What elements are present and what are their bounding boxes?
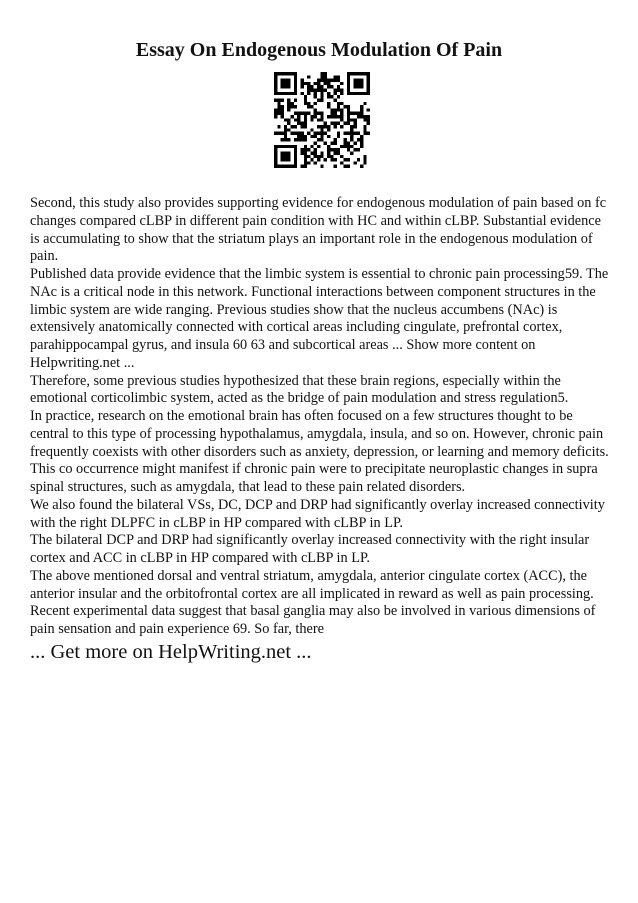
paragraph: Therefore, some previous studies hypothesized that these brain regions, especially within the emotional corticolimbic system, acted as the bridge of pain modulation and stress regulation5. <box>30 372 569 407</box>
paragraph: The above mentioned dorsal and ventral striatum, amygdala, anterior cingulate cortex (ACC), the anterior insular and the orbitofrontal cortex are all implicated in reward as well as pain processing. Recent experimental data suggest that basal ganglia may also be involved in various dimensions of pain sensation and pain experience 69. So far, there <box>30 567 596 637</box>
paragraph: In practice, research on the emotional brain has often focused on a few structures thought to be central to this type of processing hypothalamus, amygdala, insula, and so on. However, chronic pain frequently coexists with other disorders such as anxiety, depression, or learning and memory deficits. This co occurrence might manifest if chronic pain were to precipitate neuroplastic changes in supra spinal structures, such as amygdala, that lead to these pain related disorders. <box>30 408 609 495</box>
paragraph: We also found the bilateral VSs, DC, DCP and DRP had significantly overlay increased connectivity with the right DLPFC in cLBP in HP compared with cLBP in LP. <box>30 496 605 531</box>
paragraph: Published data provide evidence that the limbic system is essential to chronic pain processing59. The NAc is a critical node in this network. Functional interactions between component structures in the limbic system are wide ranging. Previous studies show that the nucleus accumbens (NAc) is extensively anatomically connected with cortical areas including cingulate, prefrontal cortex, parahippocampal gyrus, and insula 60 63 and subcortical areas ... Show more content on Helpwriting.net ... <box>30 266 609 371</box>
document-title: Essay On Endogenous Modulation Of Pain <box>135 39 503 61</box>
essay-body <box>30 195 614 639</box>
qr-code-icon[interactable] <box>274 72 370 168</box>
paragraph: The bilateral DCP and DRP had significantly overlay increased connectivity with the right insular cortex and ACC in cLBP in HP compared with cLBP in LP. <box>30 532 590 566</box>
paragraph: Second, this study also provides supporting evidence for endogenous modulation of pain based on fc changes compared cLBP in different pain condition with HC and within cLBP. Substantial evidence is accumulating to show that the striatum plays an important role in the endogenous modulation of pain. <box>30 195 607 265</box>
get-more-link[interactable]: ... Get more on HelpWriting.net ... <box>30 641 312 663</box>
